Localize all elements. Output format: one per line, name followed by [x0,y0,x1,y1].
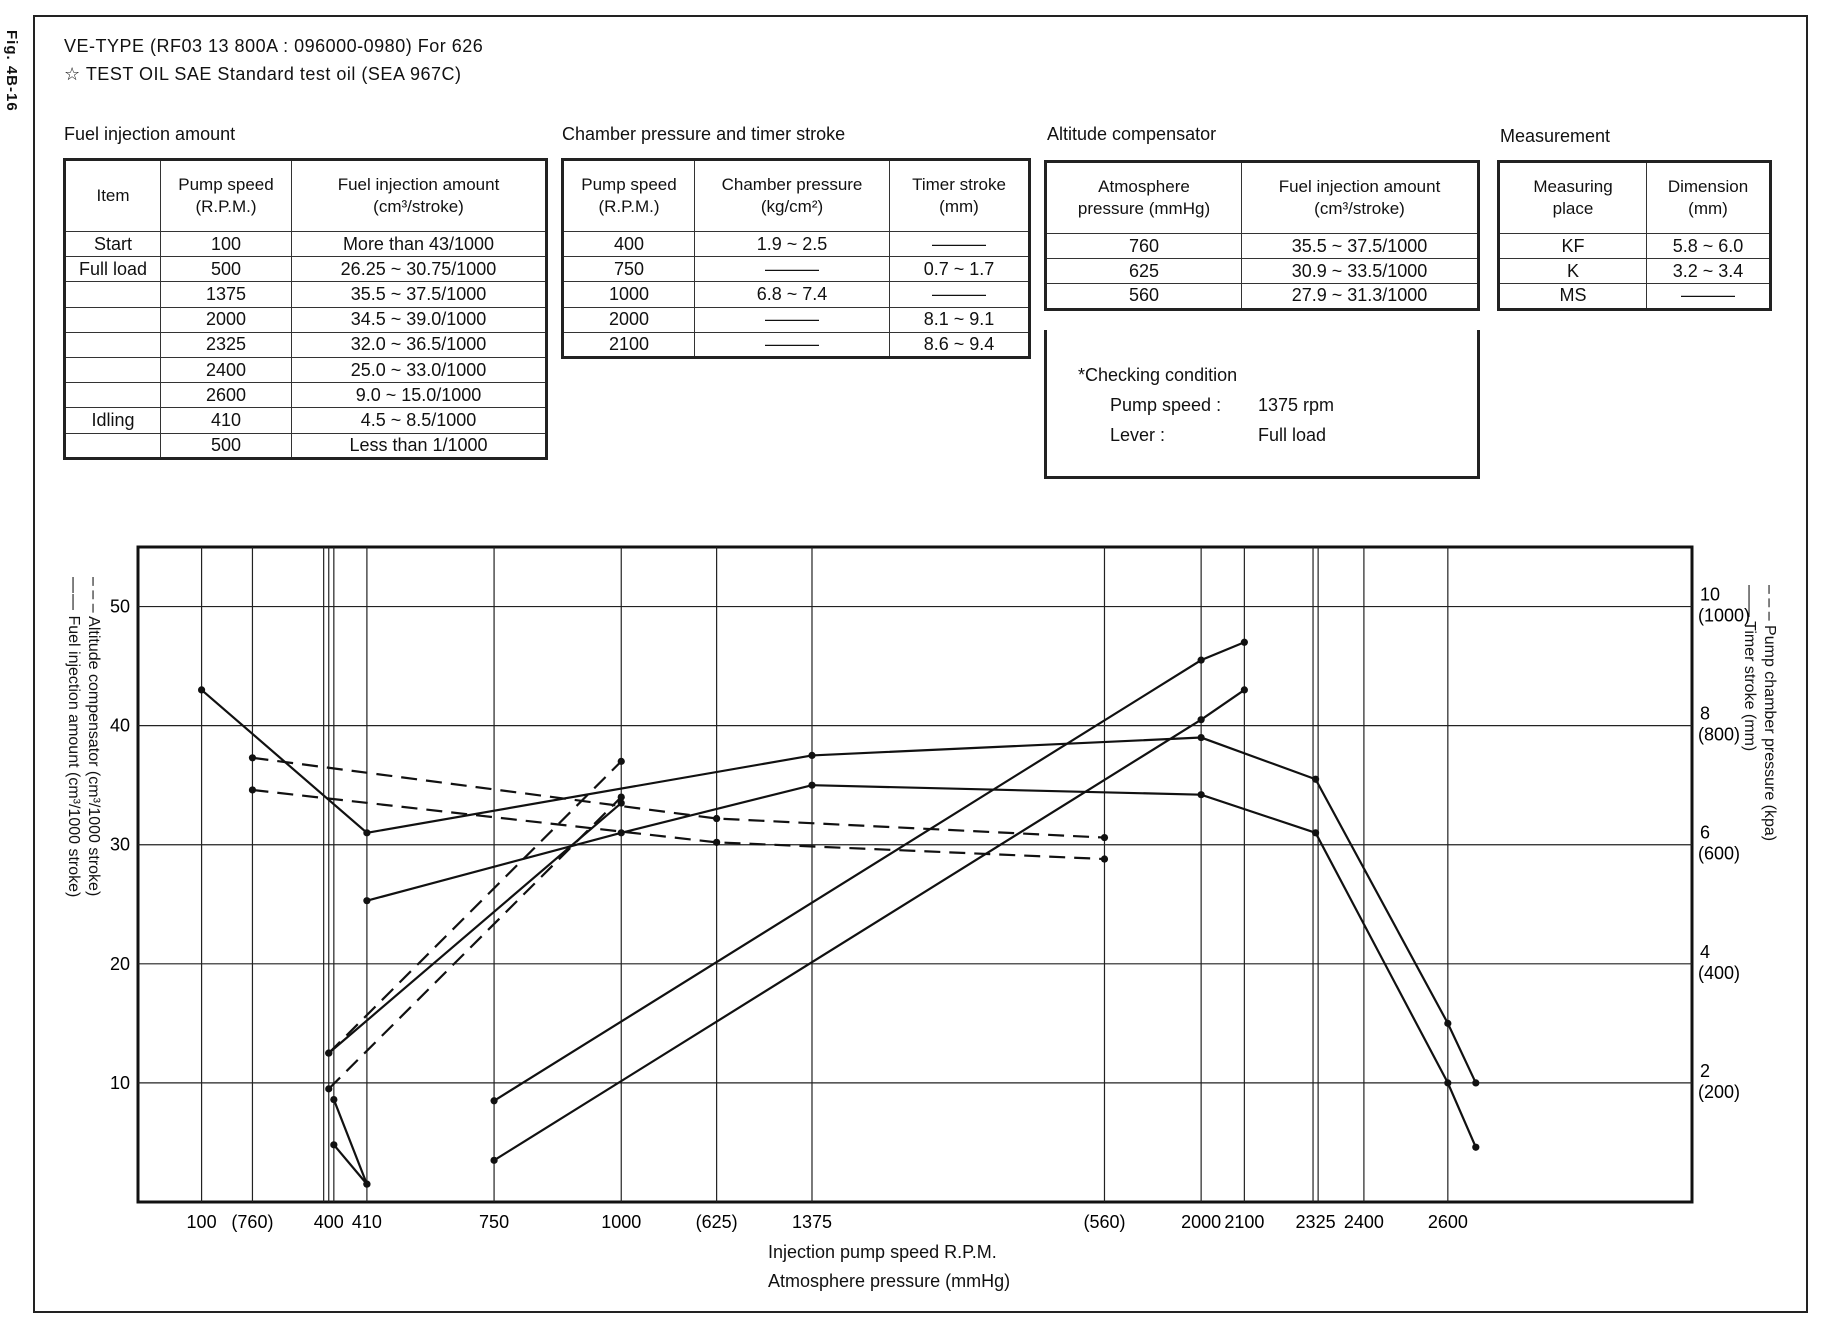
data-point [618,829,625,836]
fuel-speed-cell: 2600 [161,383,292,408]
chamber-pressure-cell: 6.8 ~ 7.4 [695,282,890,307]
col-atmosphere-pressure: Atmosphere pressure (mmHg) [1046,162,1242,234]
col-pump-speed: Pump speed (R.P.M.) [161,160,292,232]
measure-place-cell: MS [1499,284,1647,309]
lever-label: Lever : [1110,425,1166,445]
chamber-pressure-cell: 1.9 ~ 2.5 [695,232,890,257]
series-line [334,1100,367,1185]
col-dimension: Dimension (mm) [1647,162,1771,234]
data-point [808,782,815,789]
fuel-item-cell: Full load [65,257,161,282]
checking-title: *Checking condition [1078,365,1238,385]
series-line [494,642,1244,1101]
right-axis-title-2: —— Timer stroke (mm) [1741,585,1758,752]
data-point [1101,855,1108,862]
x-tick-label: 410 [351,1212,382,1232]
fuel-speed-cell: 1375 [161,282,292,307]
col-timer-stroke: Timer stroke (mm) [890,160,1030,232]
data-point [249,786,256,793]
data-point [330,1141,337,1148]
x-tick-label: 750 [479,1212,510,1232]
col-pump-speed: Pump speed (R.P.M.) [563,160,695,232]
right-tick-sublabel: (200) [1698,1081,1741,1102]
chamber-pressure-cell: ——— [695,332,890,357]
x-tick-label: 2600 [1427,1212,1468,1232]
data-point [713,839,720,846]
col-fuel-amount: Fuel injection amount (cm³/stroke) [1242,162,1479,234]
fuel-amount-cell: 32.0 ~ 36.5/1000 [292,332,547,357]
data-point [1444,1020,1451,1027]
fuel-speed-cell: 410 [161,408,292,433]
fuel-amount-cell: 9.0 ~ 15.0/1000 [292,383,547,408]
measure-dimension-cell: 5.8 ~ 6.0 [1647,234,1771,259]
lever-value: Full load [1258,425,1327,445]
chamber-stroke-cell: 8.6 ~ 9.4 [890,332,1030,357]
right-tick-label: 8 [1700,703,1711,724]
data-point [1198,716,1205,723]
fuel-injection-title: Fuel injection amount [64,124,236,144]
fuel-speed-cell: 2000 [161,307,292,332]
x-tick-label: 1000 [601,1212,642,1232]
header-line-2: ☆ TEST OIL SAE Standard test oil (SEA 967C) [64,64,462,84]
col-fuel-amount: Fuel injection amount (cm³/stroke) [292,160,547,232]
chamber-speed-cell: 750 [563,257,695,282]
left-tick-label: 30 [109,834,130,855]
left-tick-label: 40 [109,715,130,736]
chamber-title: Chamber pressure and timer stroke [562,124,846,144]
fuel-amount-cell: 25.0 ~ 33.0/1000 [292,357,547,382]
data-point [1472,1144,1479,1151]
col-chamber-pressure: Chamber pressure (kg/cm²) [695,160,890,232]
x-axis-title: Injection pump speed R.P.M. [768,1242,997,1262]
header-line-1: VE-TYPE (RF03 13 800A : 096000-0980) For 626 [64,36,484,56]
data-point [325,1050,332,1057]
measure-place-cell: KF [1499,234,1647,259]
chamber-stroke-cell: ——— [890,282,1030,307]
data-point [1312,829,1319,836]
data-point [1472,1079,1479,1086]
series-line [252,758,1104,838]
data-point [1198,657,1205,664]
altitude-title: Altitude compensator [1047,124,1217,144]
right-tick-sublabel: (800) [1698,724,1741,745]
right-axis-title: – – – Pump chamber pressure (kpa) [1761,585,1778,842]
data-point [363,897,370,904]
measure-dimension-cell: 3.2 ~ 3.4 [1647,259,1771,284]
x-axis-title-2: Atmosphere pressure (mmHg) [768,1271,1011,1291]
data-point [490,1157,497,1164]
x-tick-label: 400 [313,1212,344,1232]
data-point [1312,776,1319,783]
x-tick-label: (625) [695,1212,738,1232]
left-axis-title: —— Fuel injection amount (cm³/1000 stroke) [65,577,82,898]
series-line [367,785,1476,1147]
data-point [618,799,625,806]
chamber-pressure-cell: ——— [695,257,890,282]
figure-number: Fig. 4B-16 [3,30,20,112]
data-point [1241,639,1248,646]
col-measuring-place: Measuring place [1499,162,1647,234]
altitude-amount-cell: 35.5 ~ 37.5/1000 [1242,234,1479,259]
right-tick-label: 10 [1700,584,1721,605]
left-axis-title-2: – – – Altitude compensator (cm³/1000 stroke) [85,577,102,897]
left-tick-label: 50 [109,596,130,617]
measurement-title: Measurement [1500,126,1611,146]
data-point [490,1097,497,1104]
data-point [249,754,256,761]
chamber-speed-cell: 2000 [563,307,695,332]
chamber-stroke-cell: 0.7 ~ 1.7 [890,257,1030,282]
plot-frame [138,547,1692,1202]
fuel-speed-cell: 2400 [161,357,292,382]
pump-speed-label: Pump speed : [1110,395,1222,415]
chamber-stroke-cell: ——— [890,232,1030,257]
altitude-amount-cell: 30.9 ~ 33.5/1000 [1242,259,1479,284]
right-tick-sublabel: (400) [1698,962,1741,983]
data-point [1241,686,1248,693]
fuel-amount-cell: 26.25 ~ 30.75/1000 [292,257,547,282]
right-tick-label: 6 [1700,822,1711,843]
altitude-pressure-cell: 625 [1046,259,1242,284]
fuel-amount-cell: More than 43/1000 [292,232,547,257]
data-point [325,1085,332,1092]
x-tick-label: 2100 [1224,1212,1265,1232]
right-tick-sublabel: (1000) [1698,605,1751,626]
x-tick-label: 2000 [1181,1212,1222,1232]
left-tick-label: 10 [109,1072,130,1093]
chamber-speed-cell: 2100 [563,332,695,357]
pump-speed-value: 1375 rpm [1258,395,1335,415]
altitude-amount-cell: 27.9 ~ 31.3/1000 [1242,284,1479,309]
altitude-pressure-cell: 560 [1046,284,1242,309]
data-point [1101,834,1108,841]
data-point [198,686,205,693]
data-point [808,752,815,759]
fuel-speed-cell: 100 [161,232,292,257]
fuel-item-cell: Start [65,232,161,257]
measure-place-cell: K [1499,259,1647,284]
series-line [494,690,1244,1160]
fuel-speed-cell: 500 [161,257,292,282]
left-tick-label: 20 [109,953,130,974]
right-tick-sublabel: (600) [1698,843,1741,864]
chamber-speed-cell: 1000 [563,282,695,307]
chamber-speed-cell: 400 [563,232,695,257]
right-tick-label: 2 [1700,1060,1711,1081]
data-point [1198,734,1205,741]
series-line [329,761,621,1053]
altitude-pressure-cell: 760 [1046,234,1242,259]
x-tick-label: (560) [1083,1212,1126,1232]
x-tick-label: (760) [231,1212,274,1232]
chamber-stroke-cell: 8.1 ~ 9.1 [890,307,1030,332]
fuel-speed-cell: 500 [161,433,292,458]
data-point [363,1181,370,1188]
chamber-pressure-cell: ——— [695,307,890,332]
x-tick-label: 100 [186,1212,217,1232]
series-line [329,803,621,1053]
x-tick-label: 2400 [1343,1212,1384,1232]
series-line [334,1145,367,1184]
x-tick-label: 2325 [1295,1212,1336,1232]
data-point [363,829,370,836]
x-tick-label: 1375 [791,1212,833,1232]
data-point [330,1096,337,1103]
data-point [713,815,720,822]
fuel-speed-cell: 2325 [161,332,292,357]
data-point [1444,1079,1451,1086]
fuel-amount-cell: 34.5 ~ 39.0/1000 [292,307,547,332]
measure-dimension-cell: ——— [1647,284,1771,309]
fuel-amount-cell: Less than 1/1000 [292,433,547,458]
data-point [1198,791,1205,798]
fuel-amount-cell: 35.5 ~ 37.5/1000 [292,282,547,307]
fuel-item-cell: Idling [65,408,161,433]
right-tick-label: 4 [1700,941,1711,962]
data-point [618,758,625,765]
fuel-amount-cell: 4.5 ~ 8.5/1000 [292,408,547,433]
col-item: Item [65,160,161,232]
